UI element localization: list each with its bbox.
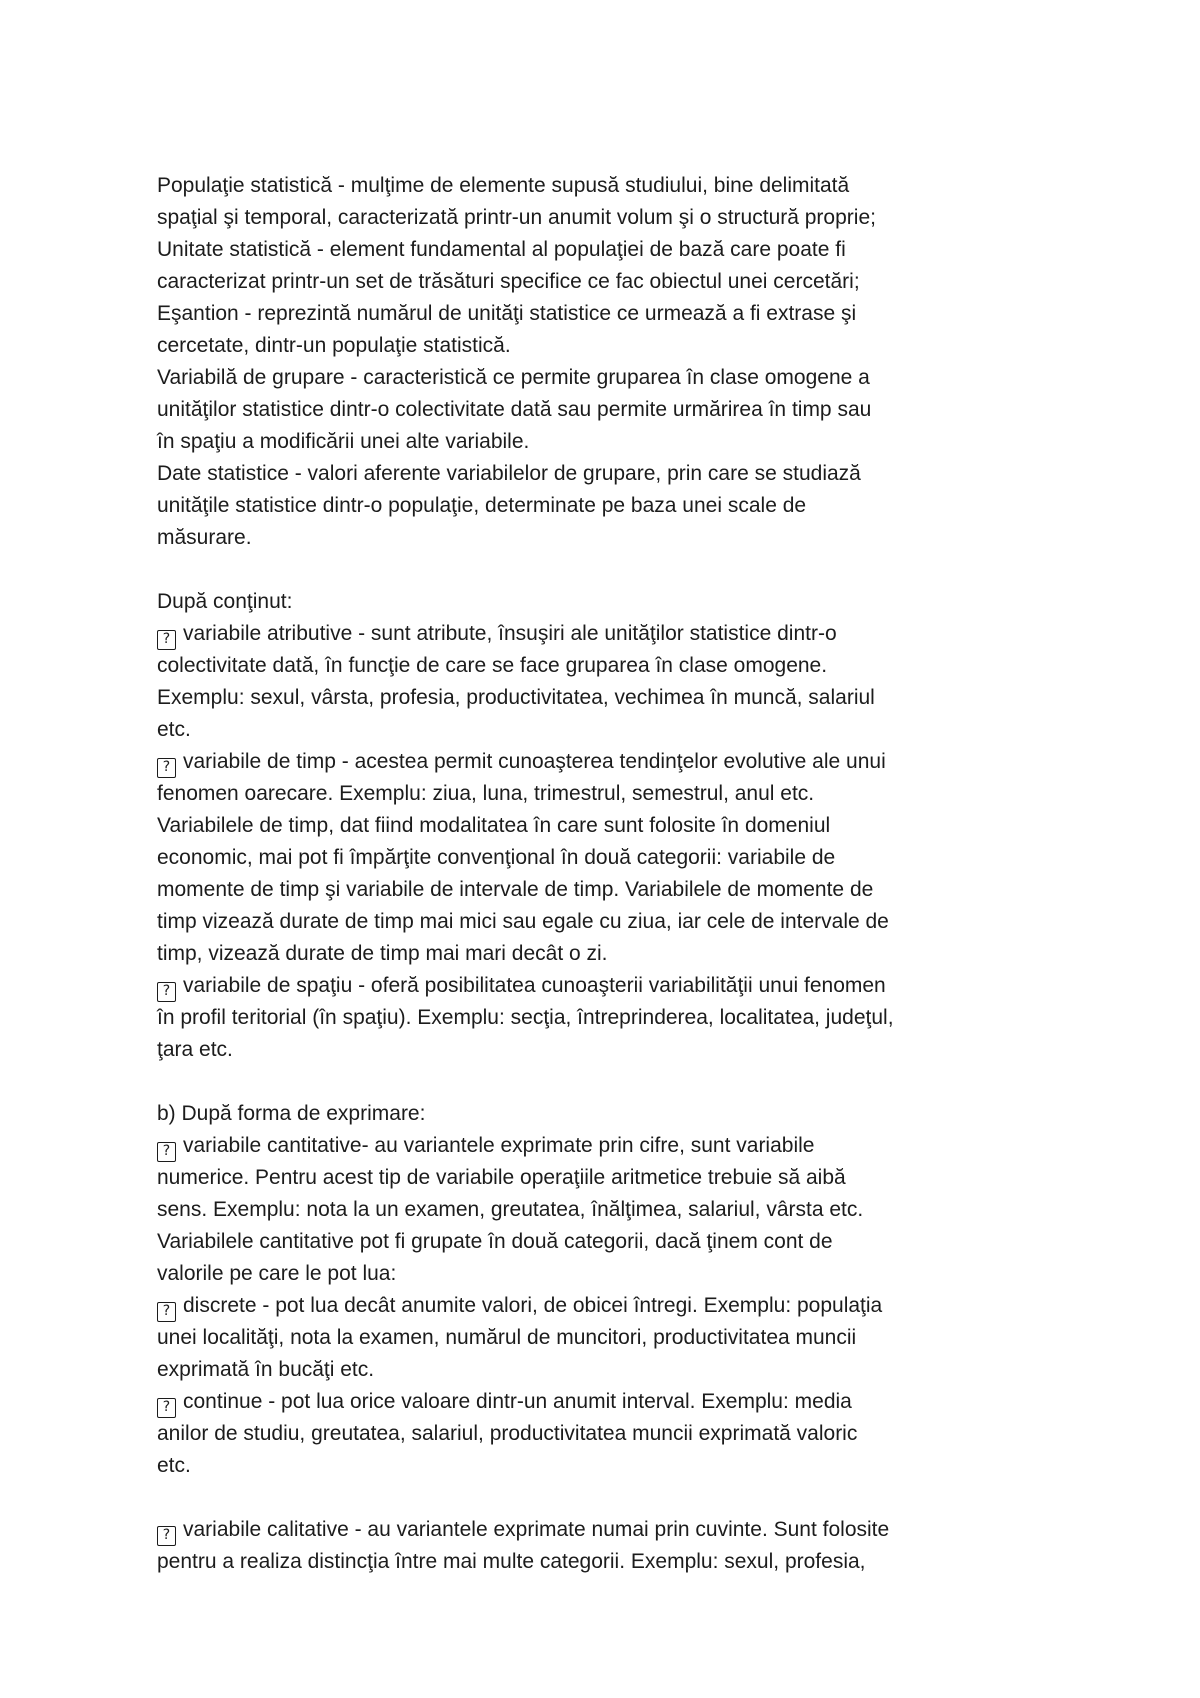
text-line (157, 298, 1057, 330)
bullet-line (157, 970, 1057, 1002)
bullet-line (157, 746, 1057, 778)
blank-line (157, 1066, 1057, 1098)
bullet-line (157, 1514, 1057, 1546)
text-line (157, 522, 1057, 554)
text-line (157, 1226, 1057, 1258)
text-line (157, 1098, 1057, 1130)
line-text: cercetate, dintr-un populaţie statistică. (157, 334, 511, 357)
line-text: etc. (157, 718, 191, 741)
bullet-line (157, 1290, 1057, 1322)
line-text: măsurare. (157, 526, 252, 549)
blank-line (157, 554, 1057, 586)
missing-glyph-icon: ? (157, 1302, 176, 1322)
text-line (157, 1450, 1057, 1482)
text-line (157, 1546, 1057, 1578)
bullet-line (157, 618, 1057, 650)
text-line (157, 1418, 1057, 1450)
text-line (157, 810, 1057, 842)
text-line (157, 330, 1057, 362)
line-text: Populaţie statistică - mulţime de elemente supusă studiului, bine delimitată (157, 174, 850, 197)
line-text: timp vizează durate de timp mai mici sau egale cu ziua, iar cele de intervale de (157, 910, 889, 933)
line-text: ţara etc. (157, 1038, 233, 1061)
line-text: Unitate statistică - element fundamental al populaţiei de bază care poate fi (157, 238, 846, 261)
text-line (157, 1034, 1057, 1066)
text-line (157, 266, 1057, 298)
text-line (157, 714, 1057, 746)
line-text: Variabilele cantitative pot fi grupate în două categorii, dacă ţinem cont de (157, 1230, 833, 1253)
line-text: variabile de spaţiu - oferă posibilitatea cunoaşterii variabilităţii unui fenomen (183, 974, 886, 997)
missing-glyph-icon: ? (157, 982, 176, 1002)
line-text: etc. (157, 1454, 191, 1477)
text-line (157, 1002, 1057, 1034)
line-text: discrete - pot lua decât anumite valori, de obicei întregi. Exemplu: populaţia (183, 1294, 883, 1317)
text-line (157, 362, 1057, 394)
line-text: exprimată în bucăţi etc. (157, 1358, 375, 1381)
text-line (157, 1162, 1057, 1194)
text-line (157, 874, 1057, 906)
missing-glyph-icon: ? (157, 630, 176, 650)
text-line (157, 906, 1057, 938)
missing-glyph-icon: ? (157, 1142, 176, 1162)
line-text: momente de timp şi variabile de intervale de timp. Variabilele de momente de (157, 878, 874, 901)
line-text: unităţilor statistice dintr-o colectivitate dată sau permite urmărirea în timp sau (157, 398, 872, 421)
line-text: Exemplu: sexul, vârsta, profesia, productivitatea, vechimea în muncă, salariul (157, 686, 875, 709)
text-line (157, 458, 1057, 490)
missing-glyph-icon: ? (157, 1398, 176, 1418)
line-text: b) După forma de exprimare: (157, 1102, 426, 1125)
text-line (157, 490, 1057, 522)
line-text: anilor de studiu, greutatea, salariul, productivitatea muncii exprimată valoric (157, 1422, 858, 1445)
text-line (157, 170, 1057, 202)
text-line (157, 234, 1057, 266)
line-text: unităţile statistice dintr-o populaţie, determinate pe baza unei scale de (157, 494, 807, 517)
line-text: timp, vizează durate de timp mai mari decât o zi. (157, 942, 608, 965)
missing-glyph-icon: ? (157, 758, 176, 778)
line-text: Variabilă de grupare - caracteristică ce permite gruparea în clase omogene a (157, 366, 870, 389)
text-line (157, 650, 1057, 682)
text-line (157, 778, 1057, 810)
line-text: Variabilele de timp, dat fiind modalitatea în care sunt folosite în domeniul (157, 814, 831, 837)
line-text: spaţial şi temporal, caracterizată printr-un anumit volum şi o structură proprie; (157, 206, 876, 229)
line-text: unei localităţi, nota la examen, numărul de muncitori, productivitatea muncii (157, 1326, 857, 1349)
line-text: colectivitate dată, în funcţie de care se face gruparea în clase omogene. (157, 654, 828, 677)
line-text: caracterizat printr-un set de trăsături specifice ce fac obiectul unei cercetări; (157, 270, 860, 293)
line-text: După conţinut: (157, 590, 293, 613)
missing-glyph-icon: ? (157, 1526, 176, 1546)
line-text: fenomen oarecare. Exemplu: ziua, luna, trimestrul, semestrul, anul etc. (157, 782, 815, 805)
line-text: Date statistice - valori aferente variabilelor de grupare, prin care se studiază (157, 462, 861, 485)
bullet-line (157, 1386, 1057, 1418)
document-page (157, 170, 1057, 1578)
line-text: continue - pot lua orice valoare dintr-un anumit interval. Exemplu: media (183, 1390, 852, 1413)
line-text: variabile calitative - au variantele exprimate numai prin cuvinte. Sunt folosite (183, 1518, 890, 1541)
text-line (157, 1194, 1057, 1226)
line-text: numerice. Pentru acest tip de variabile operaţiile aritmetice trebuie să aibă (157, 1166, 846, 1189)
text-line (157, 202, 1057, 234)
blank-line (157, 1482, 1057, 1514)
bullet-line (157, 1130, 1057, 1162)
text-line (157, 938, 1057, 970)
text-line (157, 586, 1057, 618)
line-text: economic, mai pot fi împărţite convenţional în două categorii: variabile de (157, 846, 836, 869)
text-line (157, 1258, 1057, 1290)
line-text: în profil teritorial (în spaţiu). Exemplu: secţia, întreprinderea, localitatea, judeţul, (157, 1006, 894, 1029)
line-text: variabile atributive - sunt atribute, însuşiri ale unităţilor statistice dintr-o (183, 622, 837, 645)
text-line (157, 1322, 1057, 1354)
line-text: variabile cantitative- au variantele exprimate prin cifre, sunt variabile (183, 1134, 815, 1157)
line-text: valorile pe care le pot lua: (157, 1262, 397, 1285)
line-text: variabile de timp - acestea permit cunoaşterea tendinţelor evolutive ale unui (183, 750, 886, 773)
text-line (157, 842, 1057, 874)
line-text: în spaţiu a modificării unei alte variabile. (157, 430, 530, 453)
text-line (157, 394, 1057, 426)
text-line (157, 682, 1057, 714)
line-text: Eşantion - reprezintă numărul de unităţi statistice ce urmează a fi extrase şi (157, 302, 857, 325)
line-text: pentru a realiza distincţia între mai multe categorii. Exemplu: sexul, profesia, (157, 1550, 866, 1573)
line-text: sens. Exemplu: nota la un examen, greutatea, înălţimea, salariul, vârsta etc. (157, 1198, 864, 1221)
text-line (157, 426, 1057, 458)
text-line (157, 1354, 1057, 1386)
